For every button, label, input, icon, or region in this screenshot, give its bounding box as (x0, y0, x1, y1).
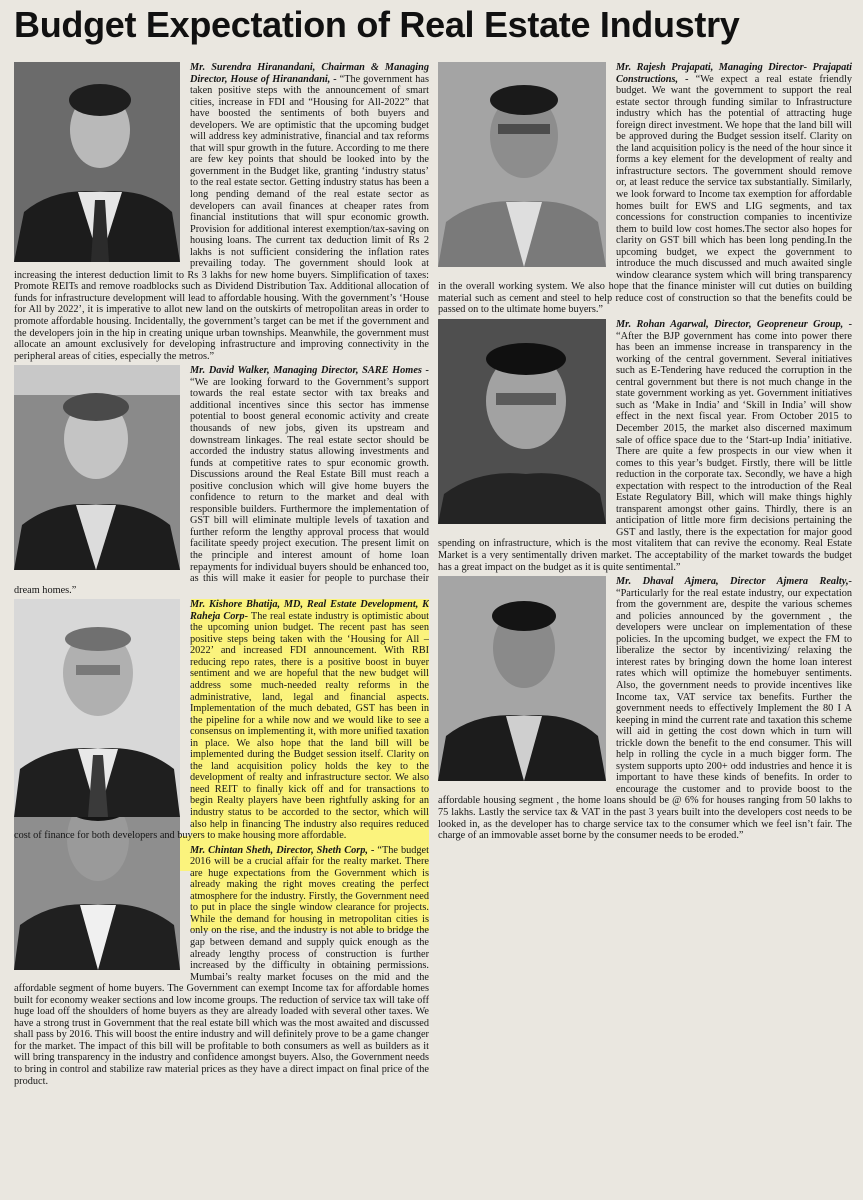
quote-walker: “We are looking forward to the Government’s support towards the real estate sector with tax breaks and additional incentives since this sector has immense potential to boost general economic activity and create thousands of new jobs, given its upstream and downstream linkages. The real estate sector should be accorded the industry status allowing investments and funds at competitive rates to spur economic growth. Discussions around the Real Estate Bill must reach a positive conclusion which will give home buyers the confidence to return to the market and deal with responsible builders. Furthermore the implementation of GST bill will eliminate multiple levels of taxation and further reform the lengthy approval process that would facilitate speedy project execution. The present limit on the principle and interest amount of home loan repayments for individual buyers should be enhanced too, as this will make it easier for people to purchase their dream homes.” (14, 376, 429, 596)
photo-bhatija (14, 599, 180, 817)
quote-ajmera: “Particularly for the real estate industry, our expectation from the government are, despite the various schemes and policies announced by the government , the developers were unclear on implementation of these policies. In the upcoming budget, we expect the FM to liberalize the sector by incentivizing/ relaxing the interest rates by bringing down the home loan interest rates which will optimize the homebuyer sentiments. Also, the government needs to provide incentives like Income tax, VAT service tax benefits. Further the government needs to effectively Implement the 80 I A keeping in mind the current rate and taxation this scheme will aid in getting the cost down which in turn will trickle down the benefit to the end consumer. This will help in rolling the cycle in a much bigger form. The system supports upto 200+ odd industries and hence it is important to have these kinds of benefits. In order to encourage the customer and to provide boost to the affordable housing segment , the home loans should be @ 6% for houses ranging from 50 lakhs to 75 lakhs. Lastly the service tax & VAT in the past 3 years built into the developers cost needs to be looked in, as the developer has to charge service tax to the consumer which we feel isn’t fair. The charge of an immovable asset borne by the consumer needs to be eroded.” (438, 587, 852, 842)
photo-walker (14, 365, 180, 570)
author-bhatija: Mr. Kishore Bhatija, MD, Real Estate Development, K Raheja Corp- (190, 599, 429, 622)
author-prajapati: Mr. Rajesh Prajapati, Managing Director- Prajapati Constructions, - (616, 62, 852, 85)
page-headline: Budget Expectation of Real Estate Industry (14, 4, 740, 45)
article-hiranandani (14, 62, 429, 362)
author-ajmera: Mr. Dhaval Ajmera, Director Ajmera Realty,- (616, 576, 852, 588)
quote-bhatija: The real estate industry is optimistic about the upcoming union budget. The recent past has seen positive steps being taken with the ‘Housing for All – 2022’ and increased FDI announcement. With RBI reducing repo rates, there is a positive boost in buyer sentiment and we are hopeful that the new budget will address some much-needed realty reforms in the administrative, land, legal and financial aspects. Implementation of the much debated, GST has been in the pipeline for a while now and we would like to see a consensus on implementing it, with more unified taxation in place. We also hope that the land bill will be implemented during the Budget session itself. Clarity on the land acquisition policy holds the key to the development of realty and infrastructure sector. We also need REIT to finally kick off and for transactions to begin Realty players have been rightfully asking for an industry status to be accorded to the sector, which will also help in financing The industry also requires reduced cost of finance for both developers and buyers to make housing more affordable. (14, 610, 429, 842)
article-prajapati (438, 62, 852, 316)
article-agarwal (438, 319, 852, 573)
left-column (14, 62, 429, 1198)
quote-prajapati: “We expect a real estate friendly budget. We want the government to support the real estate sector through funding similar to Infrastructure industry which has the potential of attracting huge foreign direct investment. We hope that the land bill will be approved during the Budget session itself. Clarity on the land acquisition policy is the need of the hour since it forms a key element for the development of realty and infrastructure sectors. The government should remove or, at least reduce the service tax substantially. Similarly, we look forward to Income tax exemption for affordable homes built for EWS and LIG segments, and tax concessions for construction companies to incentivize them to build low cost homes.The sector also hopes for clarity on GST bill which has been long pending.In the upcoming budget, we expect the government to introduce the much discussed and much awaited single window clearance system which will bring transparency in the overall working system. We also hope that the finance minister will cut duties on building material such as cement and steel to help reduce cost of construction so that the benefits could be passed on to the ultimate home buyers.” (438, 73, 852, 316)
author-agarwal: Mr. Rohan Agarwal, Director, Geopreneur Group, - (616, 319, 852, 331)
article-walker (14, 365, 429, 596)
photo-ajmera (438, 576, 606, 781)
article-ajmera (438, 576, 852, 842)
author-walker: Mr. David Walker, Managing Director, SARE Homes - (190, 365, 429, 377)
photo-hiranandani (14, 62, 180, 262)
right-column (438, 62, 852, 1198)
quote-sheth: “The budget 2016 will be a crucial affair for the realty market. There are huge expectations from the Government which is already making the right moves creating the perfect atmosphere for the industry. Firstly, the Government need to put in place the single window clearance for projects. While the demand for housing in metropolitan cities is only on the rise, and the industry is not able to bridge the gap between demand and supply quick enough as the already lengthy process of construction is further increased by the difficulty in obtaining permissions. Mumbai’s realty market focuses on the mid and the affordable segment of home buyers. The Government can exempt Income tax for affordable homes built for economy weaker sections and low income groups. The reduction of service tax will take off huge load off the shoulders of home buyers as they are already loaded with several other taxes. We have a strong trust in Government that the real estate bill which was the most awaited and discussed shall pass by 2016. This will boost the entire industry and will definitely prove to be a game changer for the market. The impact of this bill will be profitable to both consumers as well as builders as it will bring transparency in the industry and confidence amongst buyers. Also, the Government needs to bring in control and stabilize raw material prices as they have a direct impact on final price of the product. (14, 844, 429, 1087)
quote-agarwal: “After the BJP government has come into power there has been an immense increase in transparency in the working of the central government. Several initiatives such as E-Tendering have reduced the corruption in the central government but there is not much change in the state government working as yet. Government initiatives such as ‘Make in India’ and ‘Skill in India’ will show effect in the next fiscal year. From October 2015 to December 2015, the market also discerned maximum sale of office space due to the ‘Start-up India’ initiative. There are quite a few prospects in our view when it comes to this year’s budget. Firstly, there will be little reduction in the corporate tax. Secondly, we have a high expectation with respect to the introduction of the Real Estate Regulatory Bill, which will make things highly transparent amongst other gains. Thirdly, there is an anticipation of little more firm decisions pertaining the GST and lastly, there is the expectation for major good spending on infrastructure, which is the most vitalitem that can revive the economy. Real Estate Market is a very sentimentally driven market. The acceptability of the market towards the budget has a great impact on the budget as it is quite sentimental.” (438, 330, 852, 573)
article-sheth-intro (14, 845, 429, 1087)
photo-prajapati (438, 62, 606, 267)
author-hiranandani: Mr. Surendra Hiranandani, Chairman & Managing Director, House of Hiranandani, - (190, 62, 429, 85)
author-sheth: Mr. Chintan Sheth, Director, Sheth Corp, - (190, 844, 375, 856)
photo-agarwal (438, 319, 606, 524)
article-bhatija (14, 599, 429, 841)
quote-hiranandani: “The government has taken positive steps with the announcement of smart cities, increase in FDI and “Housing for All-2022” that have boosted the sentiments of both buyers and developers. We are optimistic that the upcoming budget will address key administrative, financial and tax reforms that will spur growth in the future. According to me there are few key points that should be looked into by the government in the Budget like, granting ‘industry status’ to the real estate sector. Getting industry status has been a long pending demand of the real estate sector as developers can avail finances at cheaper rates from financial institutions that will spur economic growth. Provision for additional interest exemption/tax-saving on housing loans. The current tax deduction limit of Rs 2 lakhs is not sufficient considering the inflation rates prevailing today. The government should look at increasing the interest deduction limit to Rs 3 lakhs for new home buyers. Simplification of taxes: Promote REITs and remove roadblocks such as Dividend Distribution Tax. Additional allocation of funds for infrastructure development will lead to affordable housing. With the government’s ‘House for All by 2022’, it is imperative to allot new land on the outskirts of metropolitan areas in order to promote affordable housing. Incidentally, the government’s target can be met if the government and the developers join in the hip in creating unique urban townships. Meanwhile, the government must allocate an amount exclusively for developing infrastructure and improving connectivity in the peripheral areas of cities, especially the metros.” (14, 73, 429, 362)
